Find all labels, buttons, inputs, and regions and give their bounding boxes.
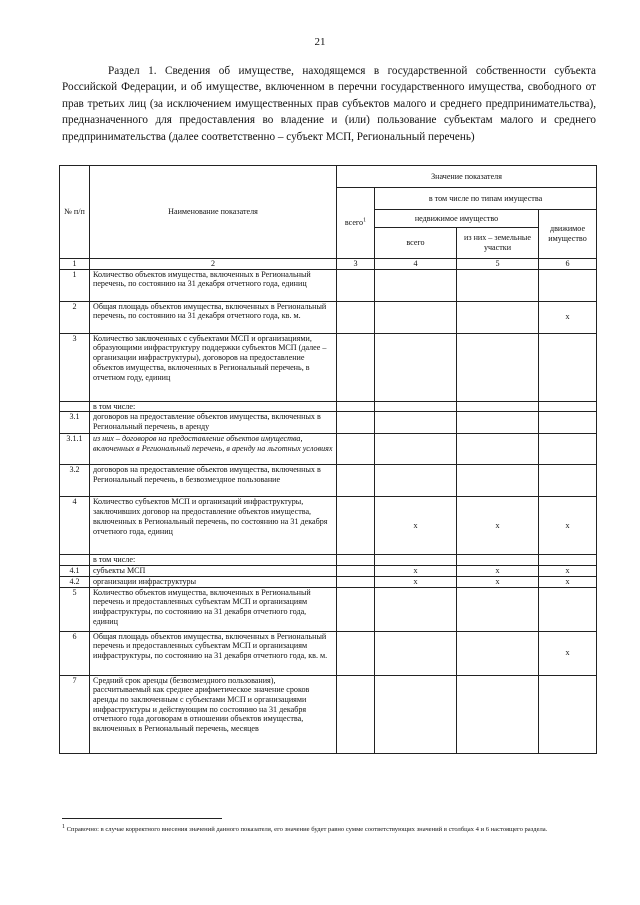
value-cell — [375, 434, 457, 465]
table-row — [60, 401, 597, 412]
value-cell — [337, 465, 375, 497]
footnote-mark: 1 — [62, 823, 65, 830]
indicators-table — [59, 165, 597, 754]
col-number: 6 — [539, 259, 597, 270]
col-number: 1 — [60, 259, 90, 270]
not-applicable-mark: x — [375, 576, 457, 587]
row-num: 3 — [60, 333, 90, 401]
not-applicable-mark: x — [375, 566, 457, 577]
value-cell — [457, 269, 539, 301]
value-cell — [375, 333, 457, 401]
value-cell — [337, 566, 375, 577]
section-heading: Раздел 1. Сведения об имуществе, находящемся в государственной собственности субъекта Российской Федерации, и об имуществе, включенном в перечни государственного имущества, свободного от прав третьих лиц (за исключением имущественных прав субъектов малого и среднего предпринимательства), предназначенного для предоставления во владение и (или) пользование субъектам малого и среднего предпринимательства (далее соответственно – субъект МСП, Региональный перечень) — [62, 65, 596, 143]
row-num: 3.2 — [60, 465, 90, 497]
row-num: 1 — [60, 269, 90, 301]
header-total-label: всего — [344, 218, 364, 228]
value-cell — [337, 675, 375, 753]
row-name: Количество объектов имущества, включенных в Региональный перечень и предоставленных субъектам МСП и организациям инфраструктуры, по состоянию на 31 декабря отчетного года, единиц — [90, 587, 337, 631]
row-name: Общая площадь объектов имущества, включенных в Региональный перечень, по состоянию на 31 декабря отчетного года, кв. м. — [90, 301, 337, 333]
col-number: 5 — [457, 259, 539, 270]
table-row — [60, 269, 597, 301]
value-cell — [375, 301, 457, 333]
table-row — [60, 555, 597, 566]
row-name: договоров на предоставление объектов имущества, включенных в Региональный перечень, в аренду — [90, 412, 337, 434]
table-row — [60, 465, 597, 497]
header-re-total: всего — [375, 228, 457, 259]
value-cell — [539, 401, 597, 412]
row-num: 3.1.1 — [60, 434, 90, 465]
value-cell — [457, 301, 539, 333]
not-applicable-mark: x — [457, 497, 539, 555]
row-name: Количество объектов имущества, включенных в Региональный перечень, по состоянию на 31 декабря отчетного года, единиц — [90, 269, 337, 301]
header-total — [337, 188, 375, 259]
header-movable: движимое имущество — [539, 210, 597, 259]
col-number: 3 — [337, 259, 375, 270]
not-applicable-mark: x — [539, 576, 597, 587]
row-name: договоров на предоставление объектов имущества, включенных в Региональный перечень, в безвозмездное пользование — [90, 465, 337, 497]
footnote-text: Справочно: в случае корректного внесения значений данного показателя, его значение будет равно сумме соответствующих значений в столбцах 4 и 6 настоящего раздела. — [66, 826, 548, 833]
value-cell — [539, 434, 597, 465]
value-cell — [337, 333, 375, 401]
row-num — [60, 401, 90, 412]
value-cell — [375, 587, 457, 631]
header-name: Наименование показателя — [90, 166, 337, 259]
value-cell — [375, 465, 457, 497]
value-cell — [337, 555, 375, 566]
row-num: 3.1 — [60, 412, 90, 434]
row-name: Средний срок аренды (безвозмездного пользования), рассчитываемый как среднее арифметическое значение сроков аренды по заключенным с субъектами МСП и организациями инфраструктуры и действующим по состоянию на 31 декабря отчетного года договорам в отношении объектов имущества, включенных в Региональный перечень, месяцев — [90, 675, 337, 753]
column-numbers-row — [60, 259, 597, 270]
table-row — [60, 631, 597, 675]
row-num: 7 — [60, 675, 90, 753]
value-cell — [457, 675, 539, 753]
value-cell — [375, 269, 457, 301]
value-cell — [539, 412, 597, 434]
value-cell — [539, 269, 597, 301]
row-num: 2 — [60, 301, 90, 333]
value-cell — [539, 465, 597, 497]
row-num: 5 — [60, 587, 90, 631]
header-real-estate: недвижимое имущество — [375, 210, 539, 228]
row-num: 4 — [60, 497, 90, 555]
value-cell — [337, 587, 375, 631]
value-cell — [337, 301, 375, 333]
value-cell — [457, 412, 539, 434]
not-applicable-mark: x — [375, 497, 457, 555]
row-name: Количество субъектов МСП и организаций инфраструктуры, заключивших договор на предоставление объектов имущества, включенных в Региональный перечень, по состоянию на 31 декабря отчетного года, единиц — [90, 497, 337, 555]
not-applicable-mark: x — [539, 566, 597, 577]
table-row — [60, 566, 597, 577]
footnote — [62, 825, 596, 835]
value-cell — [457, 465, 539, 497]
row-num: 6 — [60, 631, 90, 675]
value-cell — [337, 269, 375, 301]
value-cell — [457, 587, 539, 631]
row-num: 4.2 — [60, 576, 90, 587]
value-cell — [337, 631, 375, 675]
not-applicable-mark: x — [539, 631, 597, 675]
row-num — [60, 555, 90, 566]
header-num: № п/п — [60, 166, 90, 259]
not-applicable-mark: x — [457, 566, 539, 577]
row-name: Количество заключенных с субъектами МСП и организациями, образующими инфраструктуру поддержки субъектов МСП (далее – организации инфраструктуры), договоров на предоставление объектов имущества, включенных в Региональный перечень, в отчетном году, единиц — [90, 333, 337, 401]
not-applicable-mark: x — [539, 301, 597, 333]
value-cell — [375, 675, 457, 753]
table-row — [60, 587, 597, 631]
value-cell — [337, 497, 375, 555]
row-num: 4.1 — [60, 566, 90, 577]
table-row — [60, 576, 597, 587]
row-name: организации инфраструктуры — [90, 576, 337, 587]
value-cell — [337, 401, 375, 412]
value-cell — [457, 401, 539, 412]
value-cell — [457, 631, 539, 675]
value-cell — [375, 401, 457, 412]
col-number: 4 — [375, 259, 457, 270]
value-cell — [375, 631, 457, 675]
header-by-type: в том числе по типам имущества — [375, 188, 597, 210]
table-row — [60, 497, 597, 555]
value-cell — [457, 434, 539, 465]
value-cell — [539, 333, 597, 401]
table-row — [60, 333, 597, 401]
page-number: 21 — [314, 36, 326, 48]
header-row-1 — [60, 166, 597, 188]
table-row — [60, 301, 597, 333]
row-name: из них – договоров на предоставление объектов имущества, включенных в Региональный перечень, в аренду на льготных условиях — [90, 434, 337, 465]
value-cell — [539, 675, 597, 753]
value-cell — [539, 587, 597, 631]
row-name: в том числе: — [90, 555, 337, 566]
row-name: Общая площадь объектов имущества, включенных в Региональный перечень и предоставленных субъектам МСП и организациям инфраструктуры, по состоянию на 31 декабря отчетного года, кв. м. — [90, 631, 337, 675]
table-row — [60, 434, 597, 465]
not-applicable-mark: x — [539, 497, 597, 555]
table-row — [60, 675, 597, 753]
footnote-divider — [62, 818, 222, 819]
header-land: из них – земельные участки — [457, 228, 539, 259]
row-name: субъекты МСП — [90, 566, 337, 577]
value-cell — [457, 555, 539, 566]
row-name: в том числе: — [90, 401, 337, 412]
footnote-ref: 1 — [363, 217, 367, 224]
not-applicable-mark: x — [457, 576, 539, 587]
value-cell — [375, 412, 457, 434]
value-cell — [337, 576, 375, 587]
value-cell — [337, 434, 375, 465]
value-cell — [375, 555, 457, 566]
value-cell — [457, 333, 539, 401]
table-row — [60, 412, 597, 434]
value-cell — [539, 555, 597, 566]
value-cell — [337, 412, 375, 434]
header-value: Значение показателя — [337, 166, 597, 188]
col-number: 2 — [90, 259, 337, 270]
